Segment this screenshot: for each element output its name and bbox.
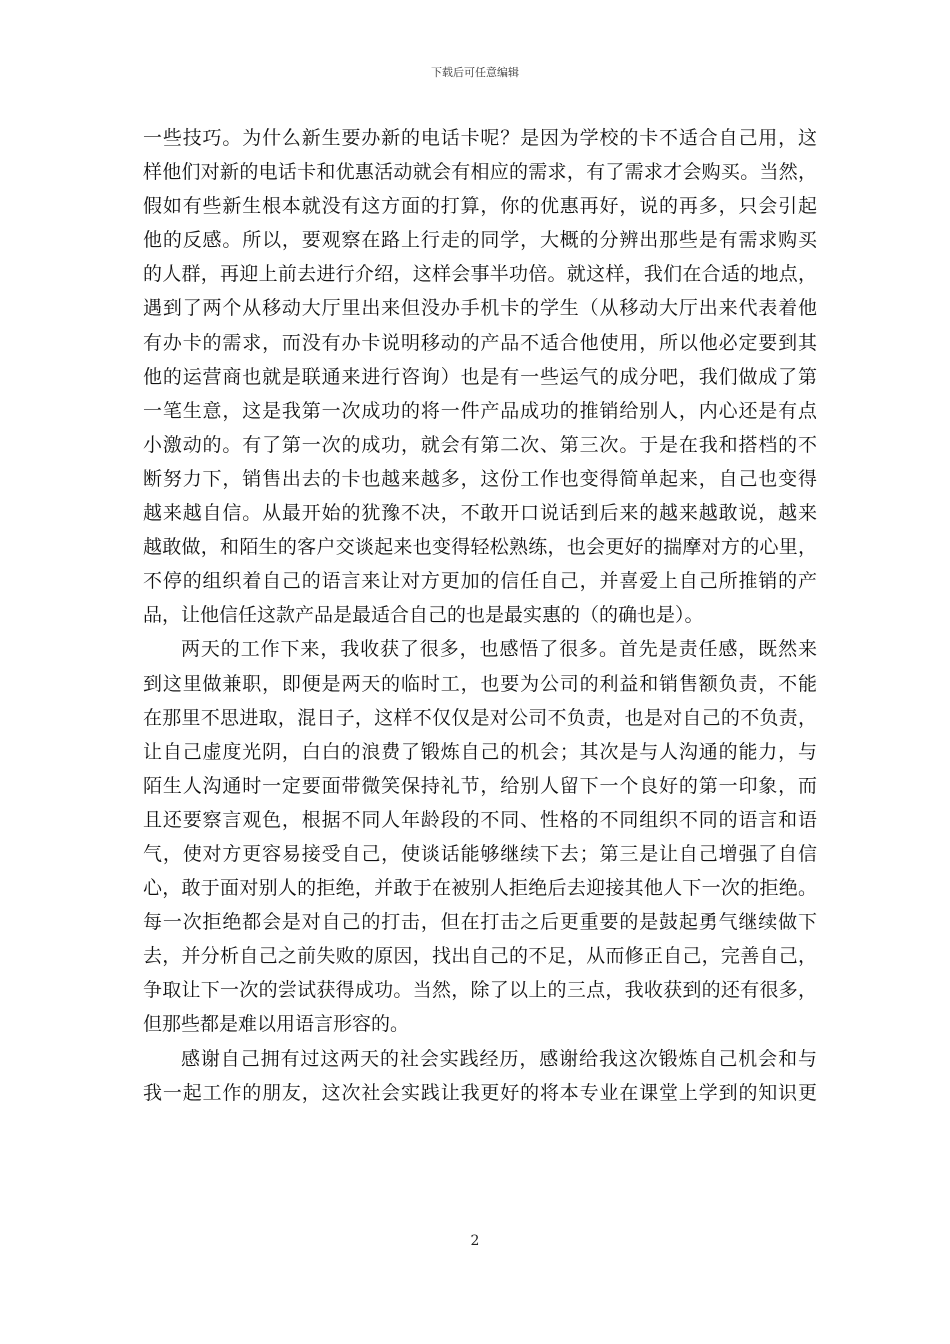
- text-line: 越来越自信。从最开始的犹豫不决，不敢开口说话到后来的越来越敢说，越来: [143, 502, 817, 525]
- text-line: 陌生人沟通时一定要面带微笑保持礼节，给别人留下一个良好的第一印象，而: [143, 774, 817, 797]
- text-line: 气，使对方更容易接受自己，使谈话能够继续下去；第三是让自己增强了自信: [143, 842, 817, 865]
- text-line: 一笔生意，这是我第一次成功的将一件产品成功的推销给别人，内心还是有点: [143, 399, 817, 422]
- paragraph-2: [143, 632, 817, 1041]
- text-line: 且还要察言观色，根据不同人年龄段的不同、性格的不同组织不同的语言和语: [143, 808, 817, 831]
- text-line: 不停的组织着自己的语言来让对方更加的信任自己，并喜爱上自己所推销的产: [143, 570, 817, 593]
- page-header: 下载后可任意编辑: [431, 66, 519, 79]
- text-line: 在那里不思进取，混日子，这样不仅仅是对公司不负责，也是对自己的不负责，: [143, 706, 817, 729]
- text-line: 但那些都是难以用语言形容的。: [143, 1013, 410, 1036]
- text-line: 有办卡的需求，而没有办卡说明移动的产品不适合他使用，所以他必定要到其: [143, 331, 817, 354]
- text-line: 样他们对新的电话卡和优惠活动就会有相应的需求，有了需求才会购买。当然，: [143, 161, 817, 184]
- text-line: 让自己虚度光阴，白白的浪费了锻炼自己的机会；其次是与人沟通的能力，与: [143, 740, 817, 763]
- text-line: 我一起工作的朋友，这次社会实践让我更好的将本专业在课堂上学到的知识更: [143, 1081, 817, 1104]
- text-line: 去，并分析自己之前失败的原因，找出自己的不足，从而修正自己，完善自己，: [143, 945, 817, 968]
- text-line: 越敢做，和陌生的客户交谈起来也变得轻松熟练，也会更好的揣摩对方的心里，: [143, 536, 817, 559]
- text-line: 感谢自己拥有过这两天的社会实践经历，感谢给我这次锻炼自己机会和与: [181, 1047, 817, 1070]
- text-line: 遇到了两个从移动大厅里出来但没办手机卡的学生（从移动大厅出来代表着他: [143, 297, 817, 320]
- paragraph-3: [143, 1042, 817, 1110]
- text-line: 每一次拒绝都会是对自己的打击，但在打击之后更重要的是鼓起勇气继续做下: [143, 911, 817, 934]
- text-line: 小激动的。有了第一次的成功，就会有第二次、第三次。于是在我和搭档的不: [143, 433, 817, 456]
- text-line: 他的反感。所以，要观察在路上行走的同学，大概的分辨出那些是有需求购买: [143, 229, 817, 252]
- page-number: 2: [470, 1233, 480, 1249]
- text-line: 假如有些新生根本就没有这方面的打算，你的优惠再好，说的再多，只会引起: [143, 195, 817, 218]
- text-line: 到这里做兼职，即便是两天的临时工，也要为公司的利益和销售额负责，不能: [143, 672, 817, 695]
- text-line: 争取让下一次的尝试获得成功。当然，除了以上的三点，我收获到的还有很多，: [143, 979, 817, 1002]
- text-line: 一些技巧。为什么新生要办新的电话卡呢？是因为学校的卡不适合自己用，这: [143, 127, 817, 149]
- document-body: [143, 121, 817, 1110]
- text-line: 的人群，再迎上前去进行介绍，这样会事半功倍。就这样，我们在合适的地点，: [143, 263, 817, 286]
- text-line: 两天的工作下来，我收获了很多，也感悟了很多。首先是责任感，既然来: [181, 638, 817, 661]
- text-line: 品，让他信任这款产品是最适合自己的也是最实惠的（的确也是）。: [143, 604, 704, 627]
- paragraph-1: [143, 121, 817, 632]
- text-line: 心，敢于面对别人的拒绝，并敢于在被别人拒绝后去迎接其他人下一次的拒绝。: [143, 877, 817, 900]
- text-line: 断努力下，销售出去的卡也越来越多，这份工作也变得简单起来，自己也变得: [143, 467, 817, 490]
- text-line: 他的运营商也就是联通来进行咨询）也是有一些运气的成分吧，我们做成了第: [143, 365, 817, 388]
